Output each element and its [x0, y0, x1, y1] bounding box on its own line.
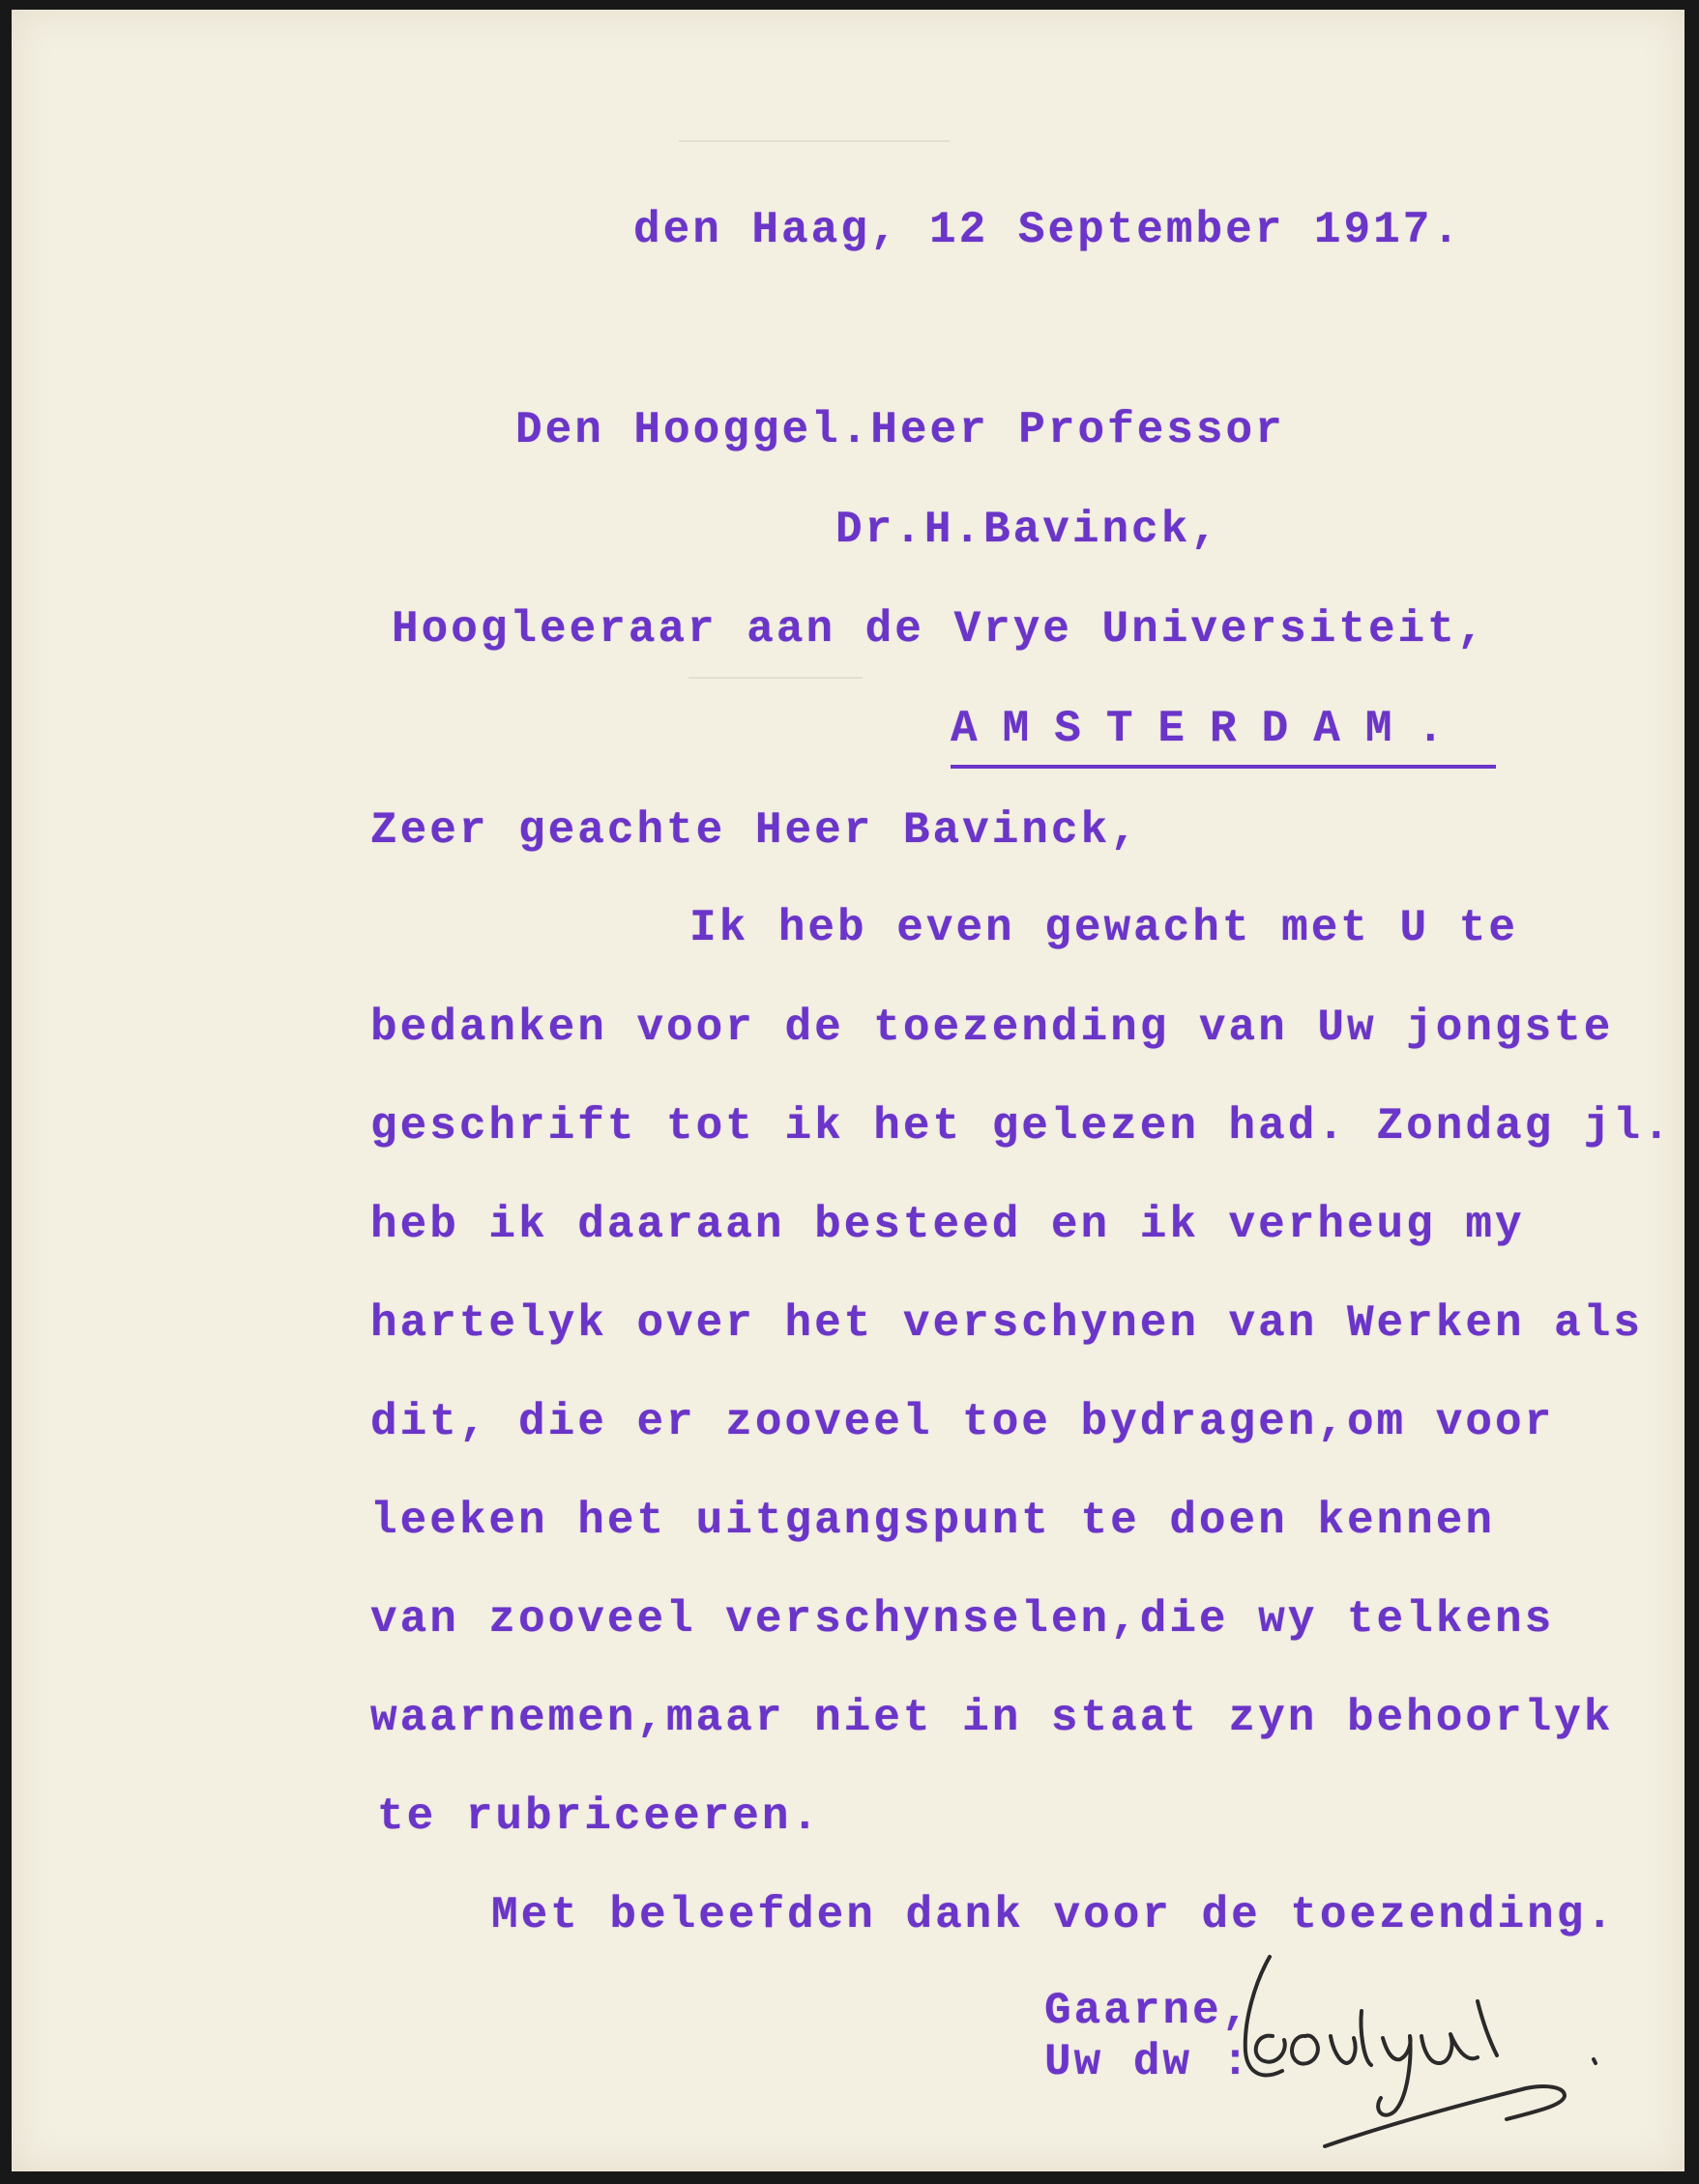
- address-city: AMSTERDAM.: [951, 707, 1496, 769]
- body-line: dit, die er zooveel toe bydragen,om voor: [370, 1397, 1555, 1447]
- letter-page: [12, 10, 1684, 2171]
- body-line: Ik heb even gewacht met U te: [689, 903, 1518, 953]
- body-line: geschrift tot ik het gelezen had. Zondag jl.: [370, 1101, 1673, 1151]
- closing-gaarne: Gaarne,: [1044, 1986, 1252, 2036]
- body-line: heb ik daaraan besteed en ik verheug my: [370, 1200, 1525, 1250]
- address-salutation-title: Den Hooggel.Heer Professor: [515, 405, 1285, 455]
- handwritten-signature: [1216, 1943, 1623, 2156]
- paper-mark: [679, 140, 950, 142]
- closing-uw-dw: Uw dw :: [1044, 2037, 1252, 2087]
- address-position: Hoogleeraar aan de Vrye Universiteit,: [392, 604, 1487, 655]
- body-line: leeken het uitgangspunt te doen kennen: [370, 1496, 1495, 1546]
- body-line: bedanken voor de toezending van Uw jongste: [370, 1003, 1614, 1053]
- paper-mark: [688, 677, 863, 679]
- body-line: van zooveel verschynselen,die wy telkens: [370, 1594, 1555, 1645]
- body-line: te rubriceeren.: [377, 1791, 822, 1842]
- signature-drawing: [1216, 1943, 1623, 2156]
- body-line: hartelyk over het verschynen van Werken als: [370, 1298, 1643, 1349]
- address-name: Dr.H.Bavinck,: [835, 505, 1220, 555]
- closing-line: Met beleefden dank voor de toezending.: [491, 1890, 1616, 1940]
- date-line: den Haag, 12 September 1917.: [633, 205, 1462, 255]
- greeting: Zeer geachte Heer Bavinck,: [370, 805, 1140, 856]
- body-line: waarnemen,maar niet in staat zyn behoorlyk: [370, 1693, 1614, 1743]
